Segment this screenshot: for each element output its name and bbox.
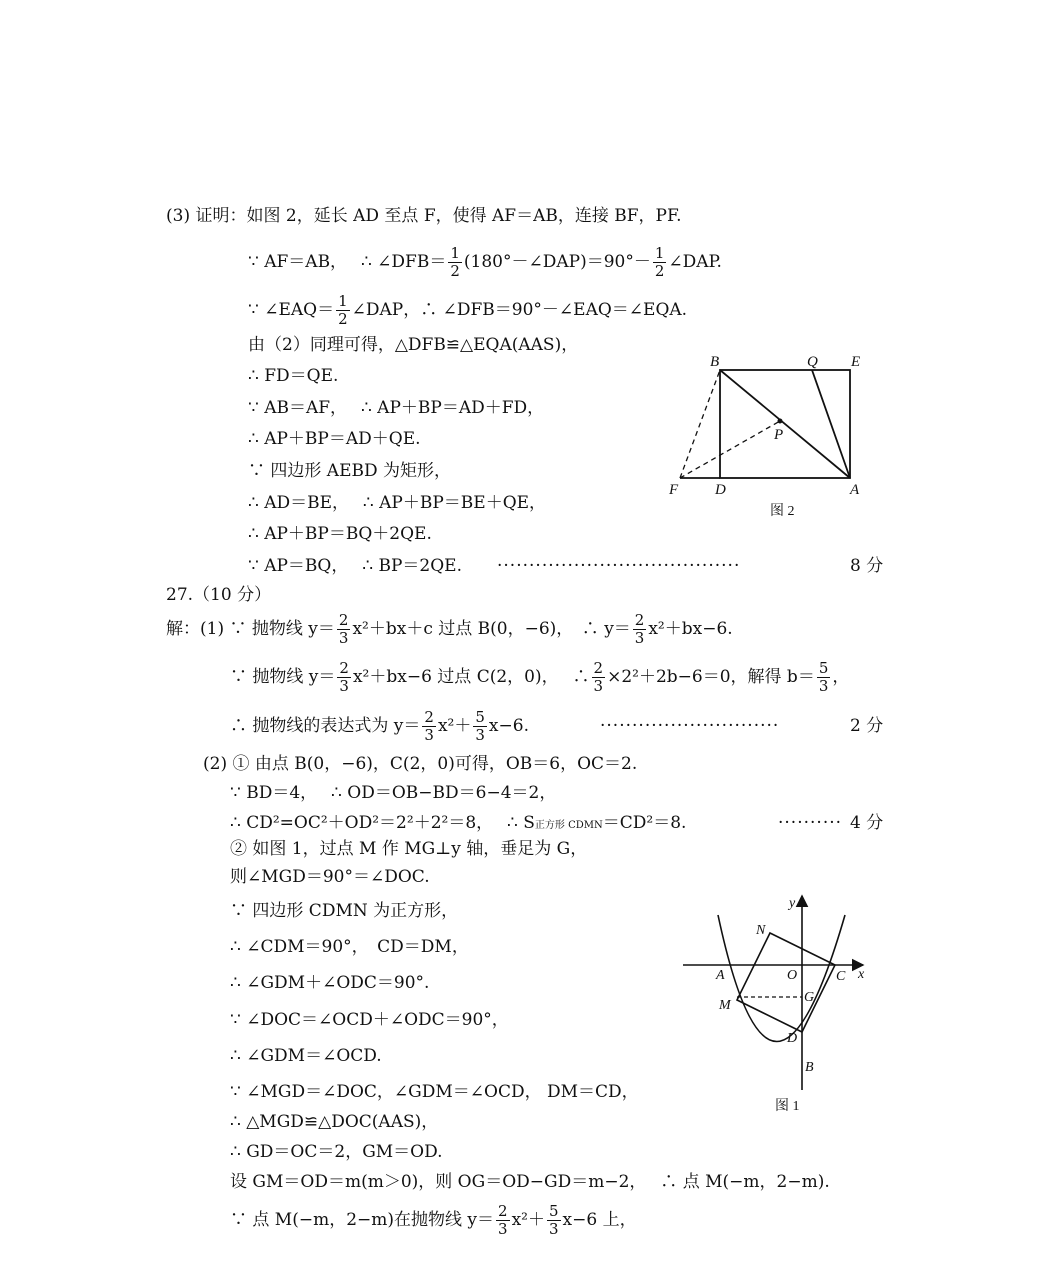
figure-1-caption: 图 1 — [775, 1099, 800, 1114]
figure-2 — [660, 345, 875, 525]
score-8: 8 分 — [850, 556, 884, 576]
label-c: C — [836, 969, 846, 984]
q27-p2-line-7: ∴ ∠CDM＝90°， CD＝DM， — [230, 937, 469, 957]
proof-line-10: ∴ AP＋BP＝BQ＋2QE. — [248, 524, 432, 544]
q27-line-2 — [230, 657, 849, 697]
text: ∵ 点 M(−m，2−m)在抛物线 y＝ — [230, 1210, 495, 1230]
segment-bf — [680, 370, 720, 478]
proof-line-8: ∵ 四边形 AEBD 为矩形， — [248, 461, 452, 481]
score-2: 2 分 — [850, 716, 884, 736]
label-e: E — [851, 354, 861, 370]
label-p: P — [774, 427, 784, 443]
q27-line-3 — [230, 706, 529, 746]
label-o: O — [787, 968, 798, 983]
fraction: $\frac{1}{2}$ — [654, 244, 665, 280]
text: ∵ ∠EAQ＝ — [248, 300, 335, 320]
text: ∵ 抛物线 y＝ — [230, 667, 336, 687]
text: x²＋bx−6 过点 C(2，0)， ∴ — [352, 667, 590, 687]
proof-line-6: ∵ AB＝AF， ∴ AP＋BP＝AD＋FD， — [248, 398, 545, 418]
q27-p2-line-13: ∴ GD＝OC＝2，GM＝OD. — [230, 1142, 443, 1162]
proof-line-3 — [248, 290, 687, 330]
proof-line-11: ∵ AP＝BQ， ∴ BP＝2QE. — [248, 556, 462, 576]
label-n: N — [756, 923, 766, 938]
score-leader: ···························· — [600, 716, 780, 736]
fraction: $\frac{5}{3}$ — [548, 1202, 559, 1238]
proof-line-1: (3) 证明：如图 2，延长 AD 至点 F，使得 AF＝AB，连接 BF，PF. — [166, 206, 682, 226]
q27-p2-line-5: 则∠MGD＝90°＝∠DOC. — [230, 867, 430, 887]
label-f: F — [669, 482, 679, 498]
proof-line-4: 由（2）同理可得，△DFB≌△EQA(AAS)， — [248, 335, 579, 355]
fraction: $\frac{2}{3}$ — [593, 659, 604, 695]
text: x²＋bx＋c 过点 B(0，−6)， ∴ y＝ — [352, 619, 631, 639]
fraction: $\frac{2}{3}$ — [634, 611, 645, 647]
label-a: A — [716, 968, 725, 983]
label-b: B — [805, 1060, 814, 1075]
proof-line-7: ∴ AP＋BP＝AD＋QE. — [248, 429, 421, 449]
label-q: Q — [807, 354, 818, 370]
label-d: D — [787, 1031, 798, 1046]
text: ， — [832, 667, 850, 687]
text: 解：(1) ∵ 抛物线 y＝ — [166, 619, 335, 639]
q27-p2-line-9: ∵ ∠DOC＝∠OCD＋∠ODC＝90°， — [230, 1010, 509, 1030]
label-m: M — [719, 998, 731, 1013]
text: ×2²＋2b−6＝0，解得 b＝ — [607, 667, 815, 687]
score-leader: ······································ — [497, 556, 741, 576]
q27-p2-line-8: ∴ ∠GDM＋∠ODC＝90°. — [230, 973, 430, 993]
q27-header: 27.（10 分） — [166, 585, 272, 605]
label-b: B — [710, 354, 720, 370]
text: ∠DAP，∴ ∠DFB＝90°－∠EAQ＝∠EQA. — [351, 300, 688, 320]
label-a: A — [850, 482, 860, 498]
text: ∴ 抛物线的表达式为 y＝ — [230, 716, 421, 736]
fraction: $\frac{2}{3}$ — [338, 611, 349, 647]
text: ∵ AF＝AB， ∴ ∠DFB＝ — [248, 252, 447, 272]
fraction: $\frac{5}{3}$ — [475, 708, 485, 744]
q27-p2-line-10: ∴ ∠GDM＝∠OCD. — [230, 1046, 382, 1066]
text: x²＋ — [511, 1210, 545, 1230]
label-y: y — [789, 896, 796, 911]
text: x−6 上， — [562, 1210, 637, 1230]
text: (180°－∠DAP)＝90°－ — [463, 252, 651, 272]
q27-p2-line-14: 设 GM＝OD＝m(m＞0)，则 OG＝OD−GD＝m−2， ∴ 点 M(−m，2−m). — [230, 1172, 830, 1192]
point-p — [778, 419, 783, 424]
segment-pf — [680, 421, 780, 478]
text: x²＋bx−6. — [648, 619, 733, 639]
label-g: G — [804, 990, 815, 1005]
figure-1 — [675, 890, 875, 1120]
q27-p2-line-2: ∵ BD＝4， ∴ OD＝OB−BD＝6−4＝2， — [230, 783, 557, 803]
proof-line-2 — [248, 242, 722, 282]
text: ＝CD²＝8. — [602, 813, 687, 833]
proof-line-9: ∴ AD＝BE， ∴ AP＋BP＝BE＋QE， — [248, 493, 547, 513]
square-cdmn — [737, 933, 835, 1032]
label-d: D — [715, 482, 726, 498]
figure-2-caption: 图 2 — [770, 504, 795, 519]
q27-p2-line-11: ∵ ∠MGD＝∠DOC，∠GDM＝∠OCD， DM＝CD， — [230, 1082, 639, 1102]
score-4: 4 分 — [850, 813, 884, 833]
q27-p2-line-15 — [230, 1200, 637, 1240]
score-leader: ·········· — [778, 813, 843, 833]
q27-p2-line-6: ∵ 四边形 CDMN 为正方形， — [230, 901, 459, 921]
q27-line-1 — [166, 609, 733, 649]
text: x−6. — [488, 716, 529, 736]
fraction: $\frac{2}{3}$ — [498, 1202, 508, 1238]
fraction: $\frac{1}{2}$ — [338, 292, 348, 328]
q27-p2-line-4: ② 如图 1，过点 M 作 MG⊥y 轴，垂足为 G， — [230, 839, 588, 859]
fraction: $\frac{2}{3}$ — [424, 708, 434, 744]
text: x²＋ — [437, 716, 472, 736]
fraction: $\frac{1}{2}$ — [450, 244, 460, 280]
fraction: $\frac{5}{3}$ — [818, 659, 829, 695]
q27-p2-line-3 — [230, 812, 686, 837]
q27-p2-line-1: (2) ① 由点 B(0，−6)，C(2，0)可得，OB＝6，OC＝2. — [203, 754, 638, 774]
text: ∴ CD²=OC²＋OD²＝2²＋2²＝8， ∴ S — [230, 813, 535, 833]
subscript: 正方形 CDMN — [534, 820, 603, 831]
label-x: x — [858, 967, 865, 982]
text: ∠DAP. — [668, 252, 722, 272]
q27-p2-line-12: ∴ △MGD≌△DOC(AAS)， — [230, 1112, 439, 1132]
proof-line-5: ∴ FD＝QE. — [248, 366, 339, 386]
fraction: $\frac{2}{3}$ — [339, 659, 349, 695]
